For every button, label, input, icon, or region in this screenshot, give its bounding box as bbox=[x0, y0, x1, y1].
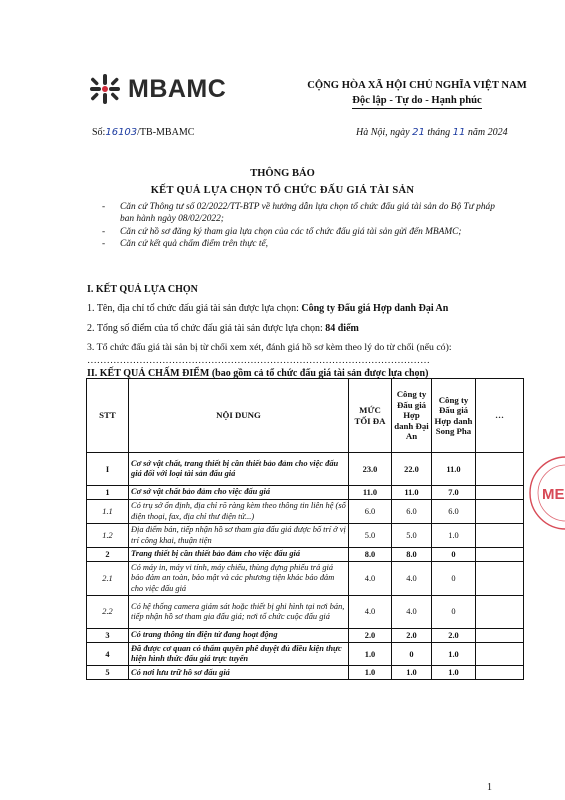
document-date bbox=[356, 127, 508, 138]
row-content: Trang thiết bị cần thiết bảo đảm cho việc đấu giá bbox=[129, 548, 349, 562]
row-extra bbox=[476, 486, 524, 500]
row-score-song-pha: 0 bbox=[432, 595, 476, 628]
red-stamp bbox=[526, 433, 565, 553]
header-song-pha: Công ty Đấu giá Hợp danh Song Pha bbox=[432, 379, 476, 453]
row-stt: 4 bbox=[87, 642, 129, 666]
row-score-song-pha: 1.0 bbox=[432, 524, 476, 548]
row-max-score: 5.0 bbox=[349, 524, 392, 548]
table-row bbox=[87, 642, 524, 666]
row-max-score: 1.0 bbox=[349, 642, 392, 666]
row-extra bbox=[476, 548, 524, 562]
row-score-dai-an: 4.0 bbox=[392, 595, 432, 628]
logo-text: MBAMC bbox=[128, 74, 227, 103]
page-number: 1 bbox=[487, 782, 492, 793]
header-content: NỘI DUNG bbox=[129, 379, 349, 453]
row-score-dai-an: 22.0 bbox=[392, 453, 432, 486]
mbamc-logo-icon bbox=[88, 72, 122, 106]
row-max-score: 4.0 bbox=[349, 595, 392, 628]
selected-organization: 1. Tên, địa chỉ tổ chức đấu giá tài sản được lựa chọn: Công ty Đấu giá Hợp danh Đại An bbox=[87, 303, 449, 314]
row-score-song-pha: 2.0 bbox=[432, 628, 476, 642]
row-score-song-pha: 11.0 bbox=[432, 453, 476, 486]
mbamc-logo bbox=[88, 72, 226, 106]
row-score-dai-an: 8.0 bbox=[392, 548, 432, 562]
row-max-score: 8.0 bbox=[349, 548, 392, 562]
header-more: … bbox=[476, 379, 524, 453]
motto: Độc lập - Tự do - Hạnh phúc bbox=[352, 93, 482, 109]
table-row bbox=[87, 595, 524, 628]
legal-basis-item: - Căn cứ Thông tư số 02/2022/TT-BTP về hướng dẫn lựa chọn tổ chức đấu giá tài sản do Bộ Tư pháp ban hành ngày 08/02/2022; bbox=[102, 202, 495, 225]
table-row bbox=[87, 524, 524, 548]
national-motto bbox=[292, 78, 542, 109]
row-max-score: 4.0 bbox=[349, 562, 392, 596]
row-score-song-pha: 6.0 bbox=[432, 500, 476, 524]
row-stt: 2.1 bbox=[87, 562, 129, 596]
row-stt: 5 bbox=[87, 666, 129, 680]
legal-basis-item: - Căn cứ hồ sơ đăng ký tham gia lựa chọn của các tổ chức đấu giá tài sản gửi đến MBAMC; bbox=[102, 226, 462, 237]
row-extra bbox=[476, 562, 524, 596]
document-subtitle: KẾT QUẢ LỰA CHỌN TỔ CHỨC ĐẤU GIÁ TÀI SẢN bbox=[150, 185, 415, 196]
section-2-heading: II. KẾT QUẢ CHẤM ĐIỂM (bao gồm cả tổ chức đấu giá tài sản được lựa chọn) bbox=[87, 368, 429, 379]
row-stt: 2 bbox=[87, 548, 129, 562]
row-stt: 1.2 bbox=[87, 524, 129, 548]
doc-number-handwritten: 16103 bbox=[105, 127, 138, 138]
row-max-score: 11.0 bbox=[349, 486, 392, 500]
header-max: MỨC TỐI ĐA bbox=[349, 379, 392, 453]
legal-basis-list bbox=[102, 201, 502, 251]
date-day: 21 bbox=[412, 127, 425, 138]
date-year: năm 2024 bbox=[467, 127, 508, 138]
row-max-score: 6.0 bbox=[349, 500, 392, 524]
legal-basis-item: - Căn cứ kết quả chấm điểm trên thực tế, bbox=[102, 239, 268, 250]
row-max-score: 1.0 bbox=[349, 666, 392, 680]
row-extra bbox=[476, 595, 524, 628]
row-content: Địa điểm bán, tiếp nhận hồ sơ tham gia đấu giá được bố trí ở vị trí công khai, thuận tiện bbox=[129, 524, 349, 548]
row-content: Có nơi lưu trữ hồ sơ đấu giá bbox=[129, 666, 349, 680]
row-score-dai-an: 2.0 bbox=[392, 628, 432, 642]
table-row bbox=[87, 453, 524, 486]
row-stt: 1 bbox=[87, 486, 129, 500]
row-score-song-pha: 0 bbox=[432, 548, 476, 562]
row-score-song-pha: 7.0 bbox=[432, 486, 476, 500]
row-content: Có trang thông tin điện tử đang hoạt động bbox=[129, 628, 349, 642]
row-max-score: 2.0 bbox=[349, 628, 392, 642]
row-content: Có máy in, máy vi tính, máy chiếu, thùng đựng phiếu trả giá bảo đảm an toàn, bảo mật và các phương tiện khác bảo đảm cho việc đấu giá bbox=[129, 562, 349, 596]
row-score-dai-an: 11.0 bbox=[392, 486, 432, 500]
document-number bbox=[92, 127, 194, 138]
date-place: Hà Nội, ngày bbox=[356, 127, 410, 138]
row-max-score: 23.0 bbox=[349, 453, 392, 486]
row-extra bbox=[476, 628, 524, 642]
nation-name: CỘNG HÒA XÃ HỘI CHỦ NGHĨA VIỆT NAM bbox=[307, 80, 527, 91]
row-stt: 2.2 bbox=[87, 595, 129, 628]
row-extra bbox=[476, 666, 524, 680]
header-stt: STT bbox=[87, 379, 129, 453]
score-table bbox=[86, 378, 524, 680]
row-content: Cơ sở vật chất, trang thiết bị cần thiết bảo đảm cho việc đấu giá đối với loại tài sản đấu giá bbox=[129, 453, 349, 486]
row-stt: I bbox=[87, 453, 129, 486]
row-content: Có trụ sở ổn định, địa chỉ rõ ràng kèm theo thông tin liên hệ (số điện thoại, fax, địa chỉ thư điện tử...) bbox=[129, 500, 349, 524]
row-stt: 3 bbox=[87, 628, 129, 642]
table-header-row bbox=[87, 379, 524, 453]
table-row bbox=[87, 486, 524, 500]
header-dai-an: Công ty Đấu giá Hợp danh Đại An bbox=[392, 379, 432, 453]
table-row bbox=[87, 628, 524, 642]
table-row bbox=[87, 666, 524, 680]
section-1-heading: I. KẾT QUẢ LỰA CHỌN bbox=[87, 284, 198, 295]
table-row bbox=[87, 548, 524, 562]
row-content: Đã được cơ quan có thẩm quyền phê duyệt đủ điều kiện thực hiện hình thức đấu giá trực tuyến bbox=[129, 642, 349, 666]
row-content: Có hệ thống camera giám sát hoặc thiết bị ghi hình tại nơi bán, tiếp nhận hồ sơ tham gia đấu giá; nơi tổ chức cuộc đấu giá bbox=[129, 595, 349, 628]
row-extra bbox=[476, 524, 524, 548]
row-extra bbox=[476, 500, 524, 524]
stamp-text: ME bbox=[542, 486, 565, 503]
row-score-dai-an: 5.0 bbox=[392, 524, 432, 548]
row-stt: 1.1 bbox=[87, 500, 129, 524]
date-month: 11 bbox=[452, 127, 466, 138]
row-score-dai-an: 0 bbox=[392, 642, 432, 666]
table-row bbox=[87, 562, 524, 596]
total-score: 2. Tổng số điểm của tổ chức đấu giá tài sản được lựa chọn: 84 điểm bbox=[87, 323, 359, 334]
rejected-organizations: 3. Tổ chức đấu giá tài sản bị từ chối xem xét, đánh giá hồ sơ kèm theo lý do từ chối (nếu có): …………………………………………………………………………………………… bbox=[87, 342, 452, 366]
row-extra bbox=[476, 642, 524, 666]
table-row bbox=[87, 500, 524, 524]
row-score-song-pha: 1.0 bbox=[432, 642, 476, 666]
date-month-label: tháng bbox=[427, 127, 451, 138]
row-extra bbox=[476, 453, 524, 486]
row-score-dai-an: 4.0 bbox=[392, 562, 432, 596]
doc-suffix: /TB-MBAMC bbox=[137, 127, 195, 138]
doc-prefix: Số: bbox=[92, 127, 106, 138]
row-content: Cơ sở vật chất bảo đảm cho việc đấu giá bbox=[129, 486, 349, 500]
row-score-song-pha: 1.0 bbox=[432, 666, 476, 680]
row-score-song-pha: 0 bbox=[432, 562, 476, 596]
row-score-dai-an: 1.0 bbox=[392, 666, 432, 680]
row-score-dai-an: 6.0 bbox=[392, 500, 432, 524]
document-title: THÔNG BÁO bbox=[250, 168, 315, 179]
